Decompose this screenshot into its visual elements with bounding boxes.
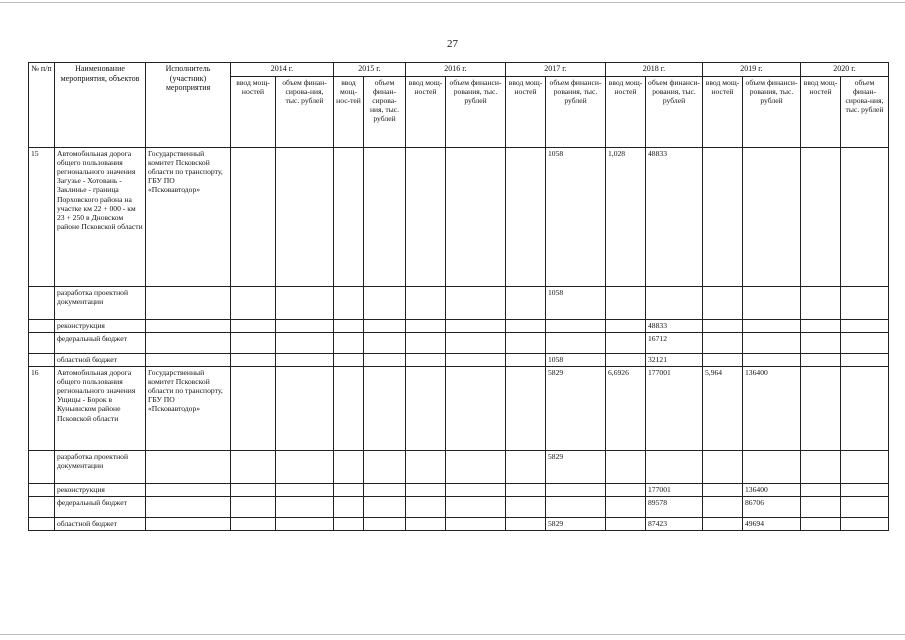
cell-capacity — [606, 484, 646, 497]
cell-capacity — [334, 320, 364, 333]
cell-capacity — [506, 354, 546, 367]
cell-capacity — [231, 320, 276, 333]
cell-funding — [546, 497, 606, 518]
cell-funding — [841, 518, 889, 531]
cell-capacity — [703, 148, 743, 287]
cell-capacity — [231, 484, 276, 497]
row-executor — [146, 451, 231, 484]
cell-capacity — [406, 367, 446, 451]
cell-funding: 5829 — [546, 451, 606, 484]
cell-capacity — [334, 354, 364, 367]
cell-funding — [364, 333, 406, 354]
cell-funding — [841, 497, 889, 518]
table-row — [29, 518, 889, 531]
cell-capacity — [231, 148, 276, 287]
row-name: реконструкция — [55, 320, 146, 333]
cell-funding — [276, 287, 334, 320]
cell-capacity — [406, 333, 446, 354]
program-table — [28, 62, 889, 531]
cell-capacity — [406, 287, 446, 320]
cell-funding — [276, 451, 334, 484]
cell-capacity: 1,028 — [606, 148, 646, 287]
cell-capacity — [231, 518, 276, 531]
cell-funding — [743, 451, 801, 484]
cell-funding — [446, 451, 506, 484]
cell-funding — [841, 354, 889, 367]
cell-capacity — [231, 333, 276, 354]
row-num: 16 — [29, 367, 55, 451]
header-year-2017: 2017 г. — [506, 63, 606, 77]
row-num — [29, 518, 55, 531]
cell-funding — [364, 451, 406, 484]
header-capacity: ввод мощ-нос-тей — [334, 76, 364, 147]
cell-funding — [364, 354, 406, 367]
cell-funding — [841, 320, 889, 333]
cell-capacity — [703, 287, 743, 320]
cell-capacity — [506, 148, 546, 287]
cell-capacity — [231, 287, 276, 320]
row-num — [29, 451, 55, 484]
cell-capacity — [801, 320, 841, 333]
cell-funding — [364, 367, 406, 451]
header-name: Наименование мероприятия, объектов — [55, 63, 146, 148]
cell-funding — [276, 320, 334, 333]
table-row — [29, 354, 889, 367]
row-executor — [146, 320, 231, 333]
row-num — [29, 320, 55, 333]
cell-funding — [446, 333, 506, 354]
cell-capacity — [801, 367, 841, 451]
cell-capacity — [606, 320, 646, 333]
cell-funding — [743, 333, 801, 354]
cell-capacity — [406, 320, 446, 333]
header-capacity: ввод мощ-ностей — [506, 76, 546, 147]
cell-capacity — [334, 333, 364, 354]
row-num — [29, 497, 55, 518]
cell-capacity — [334, 497, 364, 518]
cell-capacity — [703, 518, 743, 531]
cell-funding — [841, 367, 889, 451]
cell-capacity — [606, 497, 646, 518]
row-executor — [146, 287, 231, 320]
row-name: федеральный бюджет — [55, 333, 146, 354]
cell-capacity — [506, 320, 546, 333]
row-name: разработка проектной документации — [55, 451, 146, 484]
cell-funding — [743, 148, 801, 287]
header-year-2014: 2014 г. — [231, 63, 334, 77]
header-funding: объем финанси-рования, тыс. рублей — [743, 76, 801, 147]
table-row — [29, 148, 889, 287]
cell-funding — [364, 497, 406, 518]
cell-capacity — [801, 497, 841, 518]
page-number: 27 — [447, 38, 458, 50]
cell-capacity — [406, 518, 446, 531]
cell-capacity — [334, 451, 364, 484]
cell-funding — [743, 287, 801, 320]
header-capacity: ввод мощ-ностей — [231, 76, 276, 147]
cell-capacity — [703, 354, 743, 367]
cell-funding: 177001 — [646, 484, 703, 497]
cell-capacity — [606, 287, 646, 320]
cell-capacity — [801, 484, 841, 497]
cell-funding: 177001 — [646, 367, 703, 451]
cell-capacity — [703, 484, 743, 497]
cell-capacity — [606, 451, 646, 484]
row-num — [29, 333, 55, 354]
cell-funding — [841, 287, 889, 320]
cell-capacity: 6,6926 — [606, 367, 646, 451]
cell-capacity — [801, 451, 841, 484]
table-row — [29, 497, 889, 518]
cell-funding — [446, 367, 506, 451]
header-year-2015: 2015 г. — [334, 63, 406, 77]
cell-capacity — [506, 518, 546, 531]
cell-funding — [364, 287, 406, 320]
cell-funding: 86706 — [743, 497, 801, 518]
cell-funding — [446, 518, 506, 531]
row-name: разработка проектной документации — [55, 287, 146, 320]
cell-capacity — [406, 148, 446, 287]
scan-bottom-edge — [0, 634, 905, 635]
row-name: областной бюджет — [55, 518, 146, 531]
row-executor — [146, 333, 231, 354]
row-executor — [146, 354, 231, 367]
cell-funding: 48833 — [646, 320, 703, 333]
header-year-2020: 2020 г. — [801, 63, 889, 77]
cell-funding: 1058 — [546, 287, 606, 320]
table-row — [29, 333, 889, 354]
cell-capacity — [334, 484, 364, 497]
cell-funding — [276, 497, 334, 518]
header-year-2019: 2019 г. — [703, 63, 801, 77]
cell-capacity — [606, 354, 646, 367]
header-year-2016: 2016 г. — [406, 63, 506, 77]
cell-funding — [276, 367, 334, 451]
cell-funding — [446, 484, 506, 497]
header-funding: объем финанси-рования, тыс. рублей — [646, 76, 703, 147]
row-executor — [146, 484, 231, 497]
cell-funding — [276, 354, 334, 367]
cell-capacity — [406, 497, 446, 518]
cell-capacity — [406, 451, 446, 484]
cell-funding: 136400 — [743, 367, 801, 451]
cell-capacity — [801, 333, 841, 354]
table-row — [29, 484, 889, 497]
cell-capacity — [406, 484, 446, 497]
cell-capacity — [801, 354, 841, 367]
cell-capacity — [231, 451, 276, 484]
cell-funding — [364, 518, 406, 531]
cell-funding — [743, 320, 801, 333]
table-row — [29, 451, 889, 484]
cell-capacity — [801, 518, 841, 531]
header-funding: объем финан-сирова-ния, тыс. рублей — [364, 76, 406, 147]
cell-capacity — [506, 367, 546, 451]
table-row — [29, 320, 889, 333]
cell-capacity — [334, 287, 364, 320]
row-name: Автомобильная дорога общего пользования регионального значения Ущицы - Борок в Куньинском районе Псковской области — [55, 367, 146, 451]
row-name: федеральный бюджет — [55, 497, 146, 518]
cell-funding — [446, 287, 506, 320]
table-row — [29, 367, 889, 451]
cell-capacity — [606, 333, 646, 354]
cell-capacity — [506, 287, 546, 320]
row-num — [29, 484, 55, 497]
cell-funding — [841, 484, 889, 497]
row-executor — [146, 518, 231, 531]
cell-funding — [446, 354, 506, 367]
cell-funding — [841, 333, 889, 354]
header-num: № п/п — [29, 63, 55, 148]
cell-funding: 48833 — [646, 148, 703, 287]
cell-funding: 1058 — [546, 148, 606, 287]
cell-capacity — [506, 497, 546, 518]
cell-funding — [546, 484, 606, 497]
cell-capacity — [506, 484, 546, 497]
header-year-2018: 2018 г. — [606, 63, 703, 77]
cell-capacity — [406, 354, 446, 367]
row-num: 15 — [29, 148, 55, 287]
cell-capacity — [231, 367, 276, 451]
cell-capacity — [703, 333, 743, 354]
cell-funding: 5829 — [546, 367, 606, 451]
header-funding: объем финанси-рования, тыс. рублей — [446, 76, 506, 147]
header-capacity: ввод мощ-ностей — [606, 76, 646, 147]
row-name: областной бюджет — [55, 354, 146, 367]
cell-funding — [546, 333, 606, 354]
cell-funding — [276, 484, 334, 497]
cell-capacity — [703, 451, 743, 484]
row-name: Автомобильная дорога общего пользования регионального значения Загузье - Хотовань - Заклинье - граница Порховского района на участке км 22 + 000 - км 23 + 250 в Дновском районе Псковской области — [55, 148, 146, 287]
cell-funding: 89578 — [646, 497, 703, 518]
cell-funding — [546, 320, 606, 333]
cell-funding — [364, 148, 406, 287]
table-row — [29, 287, 889, 320]
cell-funding — [276, 518, 334, 531]
cell-capacity — [334, 518, 364, 531]
cell-capacity — [606, 518, 646, 531]
cell-capacity — [801, 287, 841, 320]
cell-funding: 49694 — [743, 518, 801, 531]
cell-capacity — [334, 367, 364, 451]
cell-capacity — [334, 148, 364, 287]
cell-funding — [276, 148, 334, 287]
cell-funding — [743, 354, 801, 367]
cell-funding: 1058 — [546, 354, 606, 367]
year-header-row — [29, 63, 889, 77]
cell-funding — [364, 320, 406, 333]
cell-funding — [841, 451, 889, 484]
header-capacity: ввод мощ-ностей — [801, 76, 841, 147]
cell-funding: 16712 — [646, 333, 703, 354]
scan-top-edge — [0, 2, 905, 3]
header-funding: объем финан-сирова-ния, тыс. рублей — [276, 76, 334, 147]
cell-capacity — [801, 148, 841, 287]
header-executor: Исполнитель (участник) мероприятия — [146, 63, 231, 148]
header-capacity: ввод мощ-ностей — [406, 76, 446, 147]
cell-funding: 5829 — [546, 518, 606, 531]
header-funding: объем финанси-рования, тыс. рублей — [546, 76, 606, 147]
cell-capacity — [703, 497, 743, 518]
row-executor — [146, 497, 231, 518]
cell-funding — [276, 333, 334, 354]
row-executor: Государственный комитет Псковской области по транспорту, ГБУ ПО «Псковавтодор» — [146, 148, 231, 287]
cell-funding: 32121 — [646, 354, 703, 367]
cell-funding — [646, 287, 703, 320]
row-num — [29, 287, 55, 320]
cell-capacity: 5,964 — [703, 367, 743, 451]
cell-funding — [446, 497, 506, 518]
header-funding: объем финан-сирова-ния, тыс. рублей — [841, 76, 889, 147]
cell-funding — [446, 320, 506, 333]
header-capacity: ввод мощ-ностей — [703, 76, 743, 147]
cell-funding — [646, 451, 703, 484]
row-name: реконструкция — [55, 484, 146, 497]
row-num — [29, 354, 55, 367]
row-executor: Государственный комитет Псковской области по транспорту, ГБУ ПО «Псковавтодор» — [146, 367, 231, 451]
cell-funding — [446, 148, 506, 287]
cell-capacity — [231, 497, 276, 518]
cell-capacity — [231, 354, 276, 367]
cell-funding: 87423 — [646, 518, 703, 531]
cell-capacity — [703, 320, 743, 333]
cell-capacity — [506, 451, 546, 484]
cell-capacity — [506, 333, 546, 354]
cell-funding: 136400 — [743, 484, 801, 497]
cell-funding — [841, 148, 889, 287]
cell-funding — [364, 484, 406, 497]
